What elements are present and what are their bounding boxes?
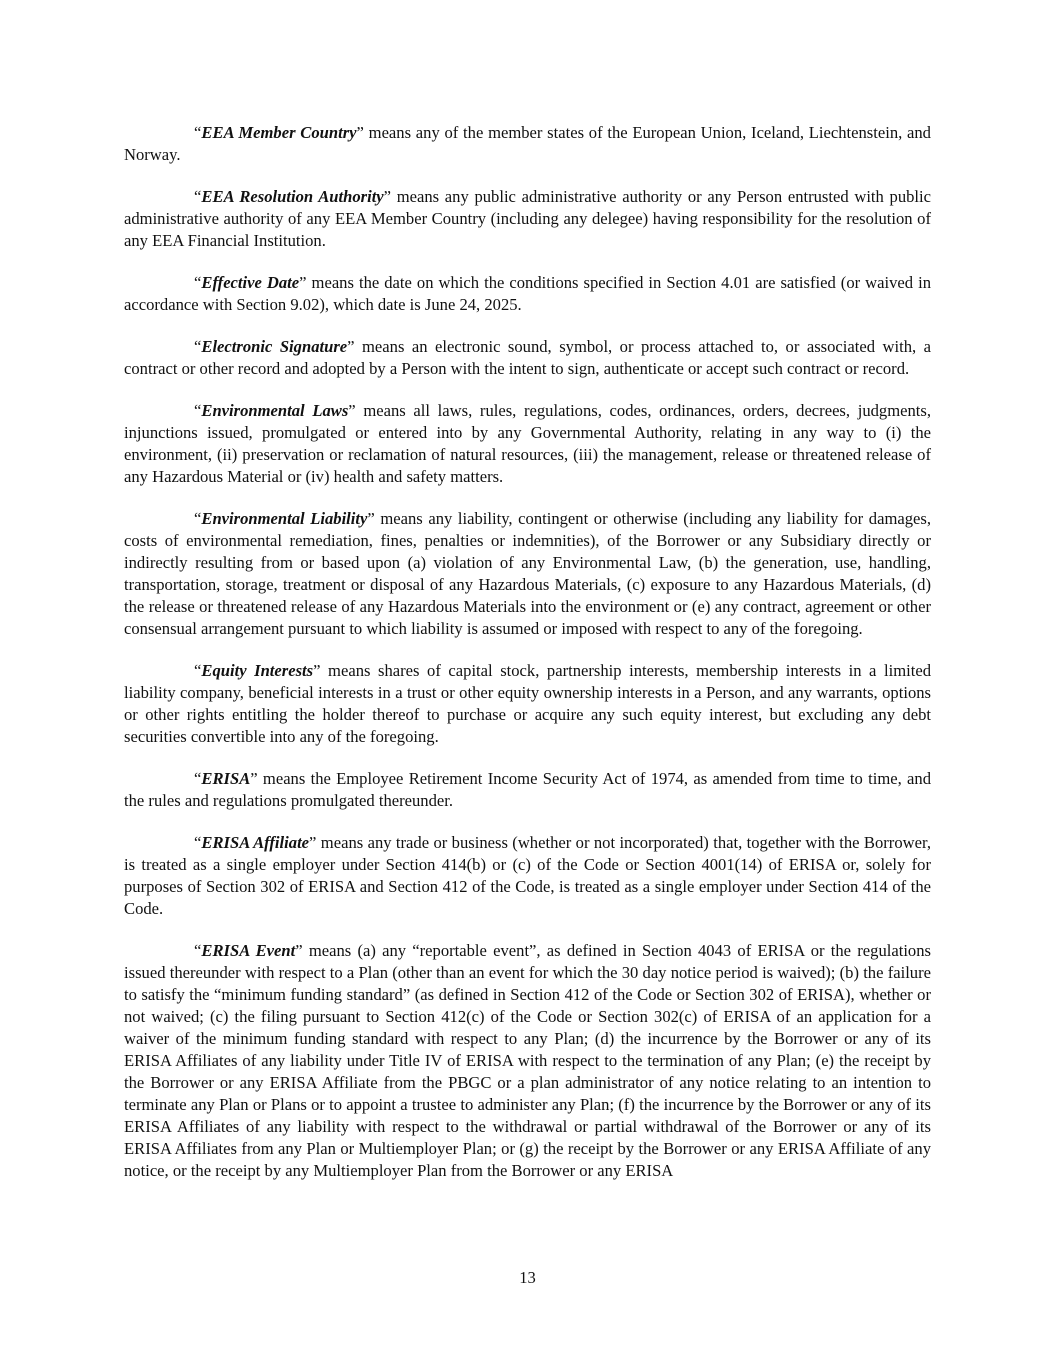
definition-environmental-liability: “Environmental Liability” means any liability, contingent or otherwise (including any liability for damages, costs of environmental remediation, fines, penalties or indemnities), of the Borrower or any Subsidiary directly or indirectly resulting from or based upon (a) violation of any Environmental Law, (b) the generation, use, handling, transportation, storage, treatment or disposal of any Hazardous Materials, (c) exposure to any Hazardous Materials, (d) the release or threatened release of any Hazardous Materials into the environment or (e) any contract, agreement or other consensual arrangement pursuant to which liability is assumed or imposed with respect to any of the foregoing. — [124, 509, 931, 638]
definition-text: means shares of capital stock, partnership interests, membership interests in a limited liability company, beneficial interests in a trust or other equity ownership interests in a Person, and any warrants, options or other rights entitling the holder thereof to purchase or acquire any such equity interest, but excluding any debt securities convertible into any of the foregoing. — [124, 661, 931, 746]
definition-eea-resolution-authority: “EEA Resolution Authority” means any public administrative authority or any Person entrusted with public administrative authority of any EEA Member Country (including any delegee) having responsibility for the resolution of any EEA Financial Institution. — [124, 187, 931, 250]
definition-text: means all laws, rules, regulations, codes, ordinances, orders, decrees, judgments, injunctions issued, promulgated or entered into by any Governmental Authority, relating in any way to (i) the environment, (ii) preservation or reclamation of natural resources, (iii) the management, release or threatened release of any Hazardous Material or (iv) health and safety matters. — [124, 401, 932, 486]
defined-term: ERISA — [201, 769, 251, 788]
definition-text: means any trade or business (whether or not incorporated) that, together with the Borrower, is treated as a single employer under Section 414(b) or (c) of the Code or Section 4001(14) of ERISA or, solely for purposes of Section 302 of ERISA and Section 412 of the Code, is treated as a single employer under Section 414 of the Code. — [124, 833, 931, 918]
definition-erisa-affiliate: “ERISA Affiliate” means any trade or business (whether or not incorporated) that, together with the Borrower, is treated as a single employer under Section 414(b) or (c) of the Code or Section 4001(14) of ERISA or, solely for purposes of Section 302 of ERISA and Section 412 of the Code, is treated as a single employer under Section 414 of the Code. — [124, 833, 931, 918]
definition-electronic-signature: “Electronic Signature” means an electronic sound, symbol, or process attached to, or associated with, a contract or other record and adopted by a Person with the intent to sign, authenticate or accept such contract or record. — [124, 337, 931, 378]
defined-term: Effective Date — [201, 273, 300, 292]
definition-text: means any liability, contingent or otherwise (including any liability for damages, costs of environmental remediation, fines, penalties or indemnities), of the Borrower or any Subsidiary directly or indirectly resulting from or based upon (a) violation of any Environmental Law, (b) the generation, use, handling, transportation, storage, treatment or disposal of any Hazardous Materials, (c) exposure to any Hazardous Materials, (d) the release or threatened release of any Hazardous Materials into the environment or (e) any contract, agreement or other consensual arrangement pursuant to which liability is assumed or imposed with respect to any of the foregoing. — [124, 509, 931, 638]
definition-text: means an electronic sound, symbol, or process attached to, or associated with, a contract or other record and adopted by a Person with the intent to sign, authenticate or accept such contract or record. — [124, 337, 931, 378]
definition-text: means (a) any “reportable event”, as defined in Section 4043 of ERISA or the regulations issued thereunder with respect to a Plan (other than an event for which the 30 day notice period is waived); (b) the failure to satisfy the “minimum funding standard” (as defined in Section 412 of the Code or Section 302 of ERISA), whether or not waived; (c) the filing pursuant to Section 412(c) of the Code or Section 302(c) of ERISA of an application for a waiver of the minimum funding standard with respect to any Plan; (d) the incurrence by the Borrower or any of its ERISA Affiliates of any liability under Title IV of ERISA with respect to the termination of any Plan; (e) the receipt by the Borrower or any ERISA Affiliate from the PBGC or a plan administrator of any notice relating to an intention to terminate any Plan or Plans or to appoint a trustee to administer any Plan; (f) the incurrence by the Borrower or any of its ERISA Affiliates of any liability with respect to the withdrawal or partial withdrawal of the Borrower or any of its ERISA Affiliates from any Plan or Multiemployer Plan; or (g) the receipt by the Borrower or any ERISA Affiliate of any notice, or the receipt by any Multiemployer Plan from the Borrower or any ERISA — [124, 941, 931, 1180]
defined-term: ERISA Affiliate — [201, 833, 310, 852]
definition-erisa-event: “ERISA Event” means (a) any “reportable event”, as defined in Section 4043 of ERISA or the regulations issued thereunder with respect to a Plan (other than an event for which the 30 day notice period is waived); (b) the failure to satisfy the “minimum funding standard” (as defined in Section 412 of the Code or Section 302 of ERISA), whether or not waived; (c) the filing pursuant to Section 412(c) of the Code or Section 302(c) of ERISA of an application for a waiver of the minimum funding standard with respect to any Plan; (d) the incurrence by the Borrower or any of its ERISA Affiliates of any liability under Title IV of ERISA with respect to the termination of any Plan; (e) the receipt by the Borrower or any ERISA Affiliate from the PBGC or a plan administrator of any notice relating to an intention to terminate any Plan or Plans or to appoint a trustee to administer any Plan; (f) the incurrence by the Borrower or any of its ERISA Affiliates of any liability with respect to the withdrawal or partial withdrawal of the Borrower or any of its ERISA Affiliates from any Plan or Multiemployer Plan; or (g) the receipt by the Borrower or any ERISA Affiliate of any notice, or the receipt by any Multiemployer Plan from the Borrower or any ERISA — [124, 941, 931, 1180]
definition-effective-date: “Effective Date” means the date on which the conditions specified in Section 4.01 are satisfied (or waived in accordance with Section 9.02), which date is June 24, 2025. — [124, 273, 932, 314]
document-page — [124, 122, 931, 1202]
definition-equity-interests: “Equity Interests” means shares of capital stock, partnership interests, membership interests in a limited liability company, beneficial interests in a trust or other equity ownership interests in a Person, and any warrants, options or other rights entitling the holder thereof to purchase or acquire any such equity interest, but excluding any debt securities convertible into any of the foregoing. — [124, 661, 931, 746]
definition-erisa: “ERISA” means the Employee Retirement Income Security Act of 1974, as amended from time to time, and the rules and regulations promulgated thereunder. — [124, 769, 931, 810]
defined-term: Equity Interests — [201, 661, 314, 680]
defined-term: Environmental Liability — [201, 509, 368, 528]
defined-term: Environmental Laws — [201, 401, 349, 420]
defined-term: EEA Member Country — [201, 123, 357, 142]
definition-text: means the date on which the conditions specified in Section 4.01 are satisfied (or waived in accordance with Section 9.02), which date is June 24, 2025. — [124, 273, 932, 314]
definition-text: means the Employee Retirement Income Security Act of 1974, as amended from time to time, and the rules and regulations promulgated thereunder. — [124, 769, 931, 810]
defined-term: EEA Resolution Authority — [201, 187, 384, 206]
page-number: 13 — [519, 1268, 536, 1287]
definition-environmental-laws: “Environmental Laws” means all laws, rules, regulations, codes, ordinances, orders, decrees, judgments, injunctions issued, promulgated or entered into by any Governmental Authority, relating in any way to (i) the environment, (ii) preservation or reclamation of natural resources, (iii) the management, release or threatened release of any Hazardous Material or (iv) health and safety matters. — [124, 401, 932, 486]
definition-eea-member-country: “EEA Member Country” means any of the member states of the European Union, Iceland, Liechtenstein, and Norway. — [124, 123, 931, 164]
defined-term: Electronic Signature — [201, 337, 348, 356]
definition-text: means any public administrative authority or any Person entrusted with public administrative authority of any EEA Member Country (including any delegee) having responsibility for the resolution of any EEA Financial Institution. — [124, 187, 931, 250]
definition-text: means any of the member states of the European Union, Iceland, Liechtenstein, and Norway. — [124, 123, 931, 164]
defined-term: ERISA Event — [201, 941, 296, 960]
